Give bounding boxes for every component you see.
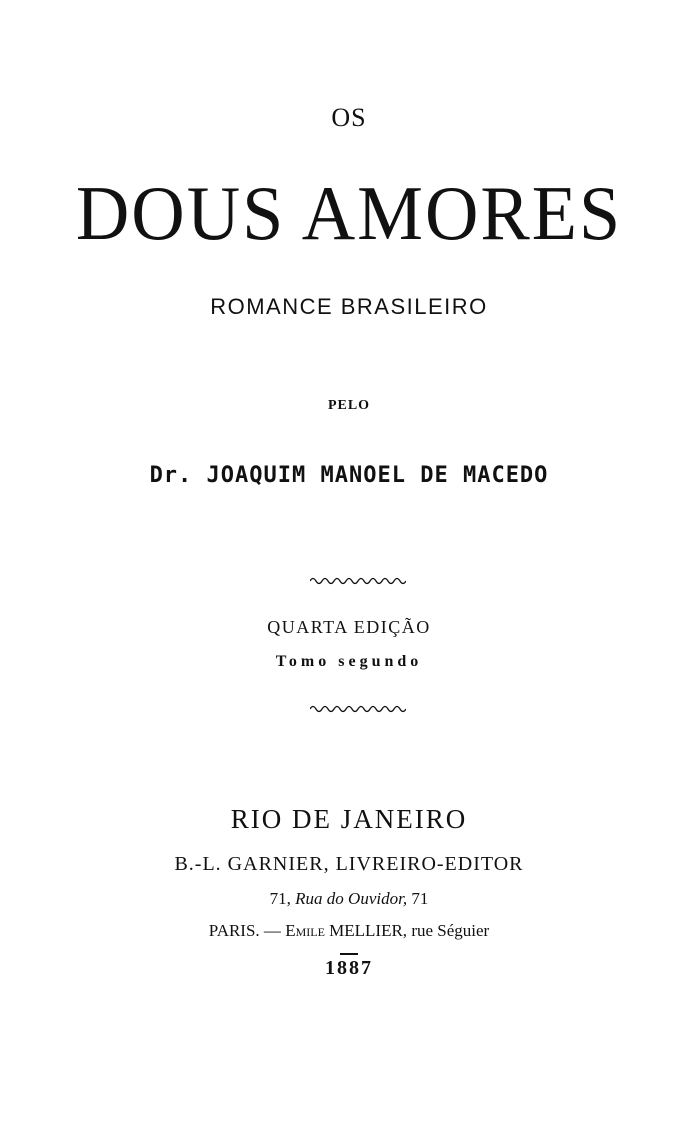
book-subtitle: ROMANCE BRASILEIRO [210, 294, 488, 319]
paris-city: PARIS. — [208, 921, 281, 940]
paris-imprint [0, 921, 698, 941]
address-number-left: 71, [269, 889, 291, 908]
wavy-rule-top [310, 575, 406, 587]
publication-year: 1887 [325, 957, 373, 979]
publisher-name: B.-L. GARNIER, LIVREIRO-EDITOR [174, 853, 524, 875]
author-name: Dr. JOAQUIM MANOEL DE MACEDO [149, 463, 549, 488]
year-rule [340, 953, 358, 955]
volume-label: Tomo segundo [275, 653, 423, 670]
by-label: PELO [327, 398, 371, 413]
paris-printer-name: Emile MELLIER, [285, 921, 408, 940]
edition-label: QUARTA EDIÇÃO [267, 617, 431, 637]
address-street: Rua do Ouvidor, [295, 889, 408, 908]
address-number-right: 71 [411, 889, 429, 908]
book-title: DOUS AMORES [75, 170, 623, 258]
wavy-rule-bottom [310, 703, 406, 715]
publication-city: RIO DE JANEIRO [230, 804, 468, 834]
paris-street: rue Séguier [411, 921, 490, 940]
pre-title: OS [331, 103, 367, 132]
publisher-address [0, 889, 698, 909]
